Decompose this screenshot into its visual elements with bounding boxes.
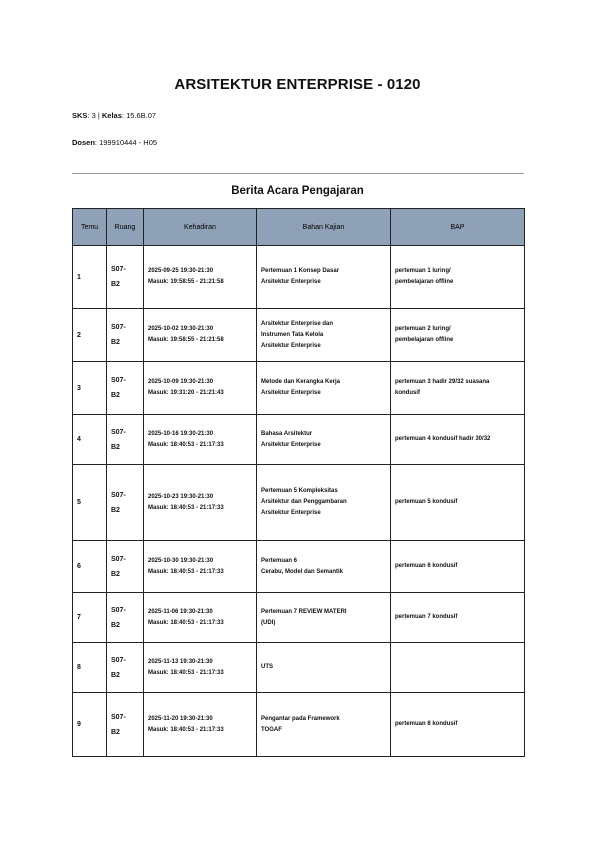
header-bap: BAP (391, 209, 525, 246)
cell-bap (391, 693, 525, 757)
cell-ruang-line: B2 (111, 621, 120, 629)
cell-temu (73, 309, 107, 362)
cell-bahan-kajian (257, 593, 391, 643)
cell-temu-line: 8 (77, 664, 81, 671)
cell-ruang (107, 309, 144, 362)
lecturer-line (72, 138, 157, 147)
cell-ruang-line: B2 (111, 339, 120, 346)
cell-bap (391, 362, 525, 415)
cell-temu (73, 362, 107, 415)
cell-bahan-kajian (257, 541, 391, 593)
cell-ruang-line: B2 (111, 728, 120, 736)
cell-ruang (107, 246, 144, 309)
cell-bahan-kajian-line: Arsitektur dan Penggambaran (261, 499, 347, 505)
cell-bap-line: pertemuan 2 luring/ (395, 326, 451, 332)
table-header-row (73, 209, 525, 246)
cell-kehadiran-line: 2025-10-30 19:30-21:30 (148, 557, 214, 564)
cell-temu (73, 643, 107, 693)
cell-temu-line: 1 (77, 273, 81, 281)
cell-bap-line: pertemuan 3 hadir 29/32 suasana (395, 379, 490, 385)
cell-kehadiran-line: 2025-09-25 19:30-21:30 (148, 268, 214, 274)
table-row (73, 643, 525, 693)
cell-kehadiran (144, 465, 257, 541)
cell-ruang (107, 541, 144, 593)
sks-value: : 3 | (87, 111, 100, 120)
cell-bap (391, 593, 525, 643)
course-title: ARSITEKTUR ENTERPRISE - 0120 (174, 76, 421, 93)
cell-ruang (107, 415, 144, 465)
cell-ruang-line: S07- (111, 491, 126, 499)
cell-ruang-line: B2 (111, 506, 120, 514)
cell-bahan-kajian (257, 246, 391, 309)
cell-ruang-line: S07- (111, 428, 126, 436)
dosen-label: Dosen (72, 138, 95, 147)
cell-kehadiran-line: Masuk: 18:40:53 - 21:17:33 (148, 669, 224, 676)
cell-bahan-kajian-line: Arsitektur Enterprise (261, 342, 321, 349)
cell-bahan-kajian-line: Pertemuan 1 Konsep Dasar (261, 268, 340, 274)
cell-bahan-kajian (257, 693, 391, 757)
cell-bap-line: pembelajaran offline (395, 337, 454, 343)
cell-bap (391, 415, 525, 465)
cell-ruang (107, 593, 144, 643)
cell-ruang-line: B2 (111, 392, 120, 399)
cell-bahan-kajian (257, 465, 391, 541)
cell-bap (391, 309, 525, 362)
cell-bahan-kajian-line: (UDI) (261, 619, 276, 626)
cell-bap-line: pertemuan 7 kondusif (395, 614, 458, 620)
cell-bahan-kajian-line: Arsitektur Enterprise (261, 390, 321, 396)
cell-kehadiran-line: 2025-10-02 19:30-21:30 (148, 326, 214, 332)
cell-bahan-kajian (257, 415, 391, 465)
cell-temu (73, 246, 107, 309)
cell-bap-line: pertemuan 4 kondusif hadir 30/32 (395, 436, 491, 442)
cell-kehadiran (144, 693, 257, 757)
cell-bahan-kajian (257, 643, 391, 693)
dosen-value: : 199910444 - H05 (94, 138, 158, 147)
cell-bahan-kajian (257, 362, 391, 415)
cell-bahan-kajian-line: Arsitektur Enterprise (261, 510, 321, 516)
header-kehadiran: Kehadiran (144, 209, 257, 246)
cell-temu-line: 7 (77, 614, 81, 621)
cell-temu-line: 3 (77, 384, 81, 392)
cell-kehadiran (144, 246, 257, 309)
cell-bahan-kajian-line: Arsitektur Enterprise (261, 279, 321, 285)
cell-bahan-kajian-line: TOGAF (261, 726, 282, 733)
cell-bap-line: kondusif (395, 390, 420, 396)
cell-bahan-kajian-line: Pertemuan 5 Kompleksitas (261, 488, 338, 494)
table-row (73, 693, 525, 757)
cell-ruang-line: S07- (111, 656, 126, 664)
teaching-record-table (72, 208, 525, 757)
kelas-value: : 15.6B.07 (121, 111, 157, 120)
cell-bap (391, 541, 525, 593)
cell-bahan-kajian-line: Pertemuan 7 REVIEW MATERI (261, 608, 347, 615)
cell-temu (73, 693, 107, 757)
cell-kehadiran-line: Masuk: 18:40:53 - 21:17:33 (148, 568, 224, 575)
cell-kehadiran-line: Masuk: 19:31:20 - 21:21:43 (148, 390, 224, 396)
header-ruang: Ruang (107, 209, 144, 246)
cell-ruang-line: B2 (111, 443, 120, 451)
cell-bahan-kajian (257, 309, 391, 362)
cell-kehadiran (144, 309, 257, 362)
cell-bap-line: pertemuan 8 kondusif (395, 721, 458, 727)
cell-kehadiran-line: Masuk: 19:58:55 - 21:21:58 (148, 279, 224, 285)
table-row (73, 415, 525, 465)
cell-ruang-line: B2 (111, 570, 120, 578)
cell-kehadiran (144, 415, 257, 465)
cell-kehadiran-line: Masuk: 19:58:55 - 21:21:58 (148, 337, 224, 343)
cell-bap-line: pertemuan 5 kondusif (395, 499, 458, 505)
cell-ruang (107, 465, 144, 541)
kelas-label: Kelas (101, 111, 122, 120)
cell-bap (391, 246, 525, 309)
divider (72, 173, 524, 174)
cell-bahan-kajian-line: Instrumen Tata Kelola (261, 331, 324, 338)
table-row (73, 541, 525, 593)
cell-ruang-line: B2 (111, 281, 120, 288)
cell-temu-line: 4 (77, 436, 81, 443)
sks-label: SKS (72, 111, 88, 120)
cell-ruang-line: S07- (111, 266, 126, 273)
cell-bap (391, 465, 525, 541)
cell-bap-line: pertemuan 1 luring/ (395, 268, 451, 274)
table-row (73, 465, 525, 541)
cell-temu-line: 2 (77, 331, 81, 339)
cell-bahan-kajian-line: Metode dan Kerangka Kerja (261, 379, 341, 385)
cell-ruang (107, 693, 144, 757)
cell-kehadiran-line: 2025-11-20 19:30-21:30 (148, 715, 213, 722)
cell-ruang (107, 362, 144, 415)
cell-bahan-kajian-line: Pengantar pada Framework (261, 715, 340, 722)
cell-temu-line: 9 (77, 721, 81, 728)
course-meta-line (72, 111, 156, 120)
cell-bahan-kajian-line: Cerabu, Model dan Semantik (261, 568, 344, 575)
cell-temu-line: 5 (77, 499, 81, 506)
header-temu: Temu (73, 209, 107, 246)
cell-bahan-kajian-line: Pertemuan 6 (261, 557, 298, 564)
cell-temu (73, 593, 107, 643)
cell-bahan-kajian-line: UTS (261, 664, 273, 670)
cell-kehadiran (144, 541, 257, 593)
cell-bap (391, 643, 525, 693)
header-bahan-kajian: Bahan Kajian (257, 209, 391, 246)
cell-bahan-kajian-line: Bahasa Arsitektur (261, 430, 313, 437)
cell-kehadiran-line: Masuk: 18:40:53 - 21:17:33 (148, 619, 224, 626)
cell-kehadiran-line: 2025-10-23 19:30-21:30 (148, 493, 214, 500)
cell-kehadiran-line: Masuk: 18:40:53 - 21:17:33 (148, 504, 224, 511)
cell-kehadiran (144, 643, 257, 693)
cell-kehadiran (144, 362, 257, 415)
cell-temu (73, 465, 107, 541)
cell-ruang-line: S07- (111, 377, 126, 384)
table-row (73, 246, 525, 309)
cell-bahan-kajian-line: Arsitektur Enterprise (261, 441, 321, 448)
table-row (73, 593, 525, 643)
section-title: Berita Acara Pengajaran (231, 185, 364, 197)
cell-kehadiran-line: Masuk: 18:40:53 - 21:17:33 (148, 441, 224, 448)
cell-kehadiran-line: Masuk: 18:40:53 - 21:17:33 (148, 726, 224, 733)
table-row (73, 309, 525, 362)
cell-ruang-line: S07- (111, 555, 126, 563)
cell-bahan-kajian-line: Arsitektur Enterprise dan (261, 320, 334, 327)
cell-ruang-line: S07- (111, 713, 126, 721)
table-row (73, 362, 525, 415)
cell-temu (73, 415, 107, 465)
cell-kehadiran-line: 2025-10-16 19:30-21:30 (148, 430, 214, 437)
cell-ruang-line: S07- (111, 606, 126, 614)
cell-temu (73, 541, 107, 593)
cell-kehadiran-line: 2025-11-13 19:30-21:30 (148, 658, 213, 665)
cell-temu-line: 6 (77, 563, 81, 570)
cell-kehadiran-line: 2025-10-09 19:30-21:30 (148, 379, 214, 385)
cell-ruang-line: S07- (111, 324, 126, 331)
cell-ruang-line: B2 (111, 671, 120, 679)
cell-bap-line: pertemuan 6 kondusif (395, 563, 458, 569)
cell-ruang (107, 643, 144, 693)
cell-bap-line: pembelajaran offline (395, 279, 454, 285)
cell-kehadiran (144, 593, 257, 643)
cell-kehadiran-line: 2025-11-06 19:30-21:30 (148, 608, 213, 615)
